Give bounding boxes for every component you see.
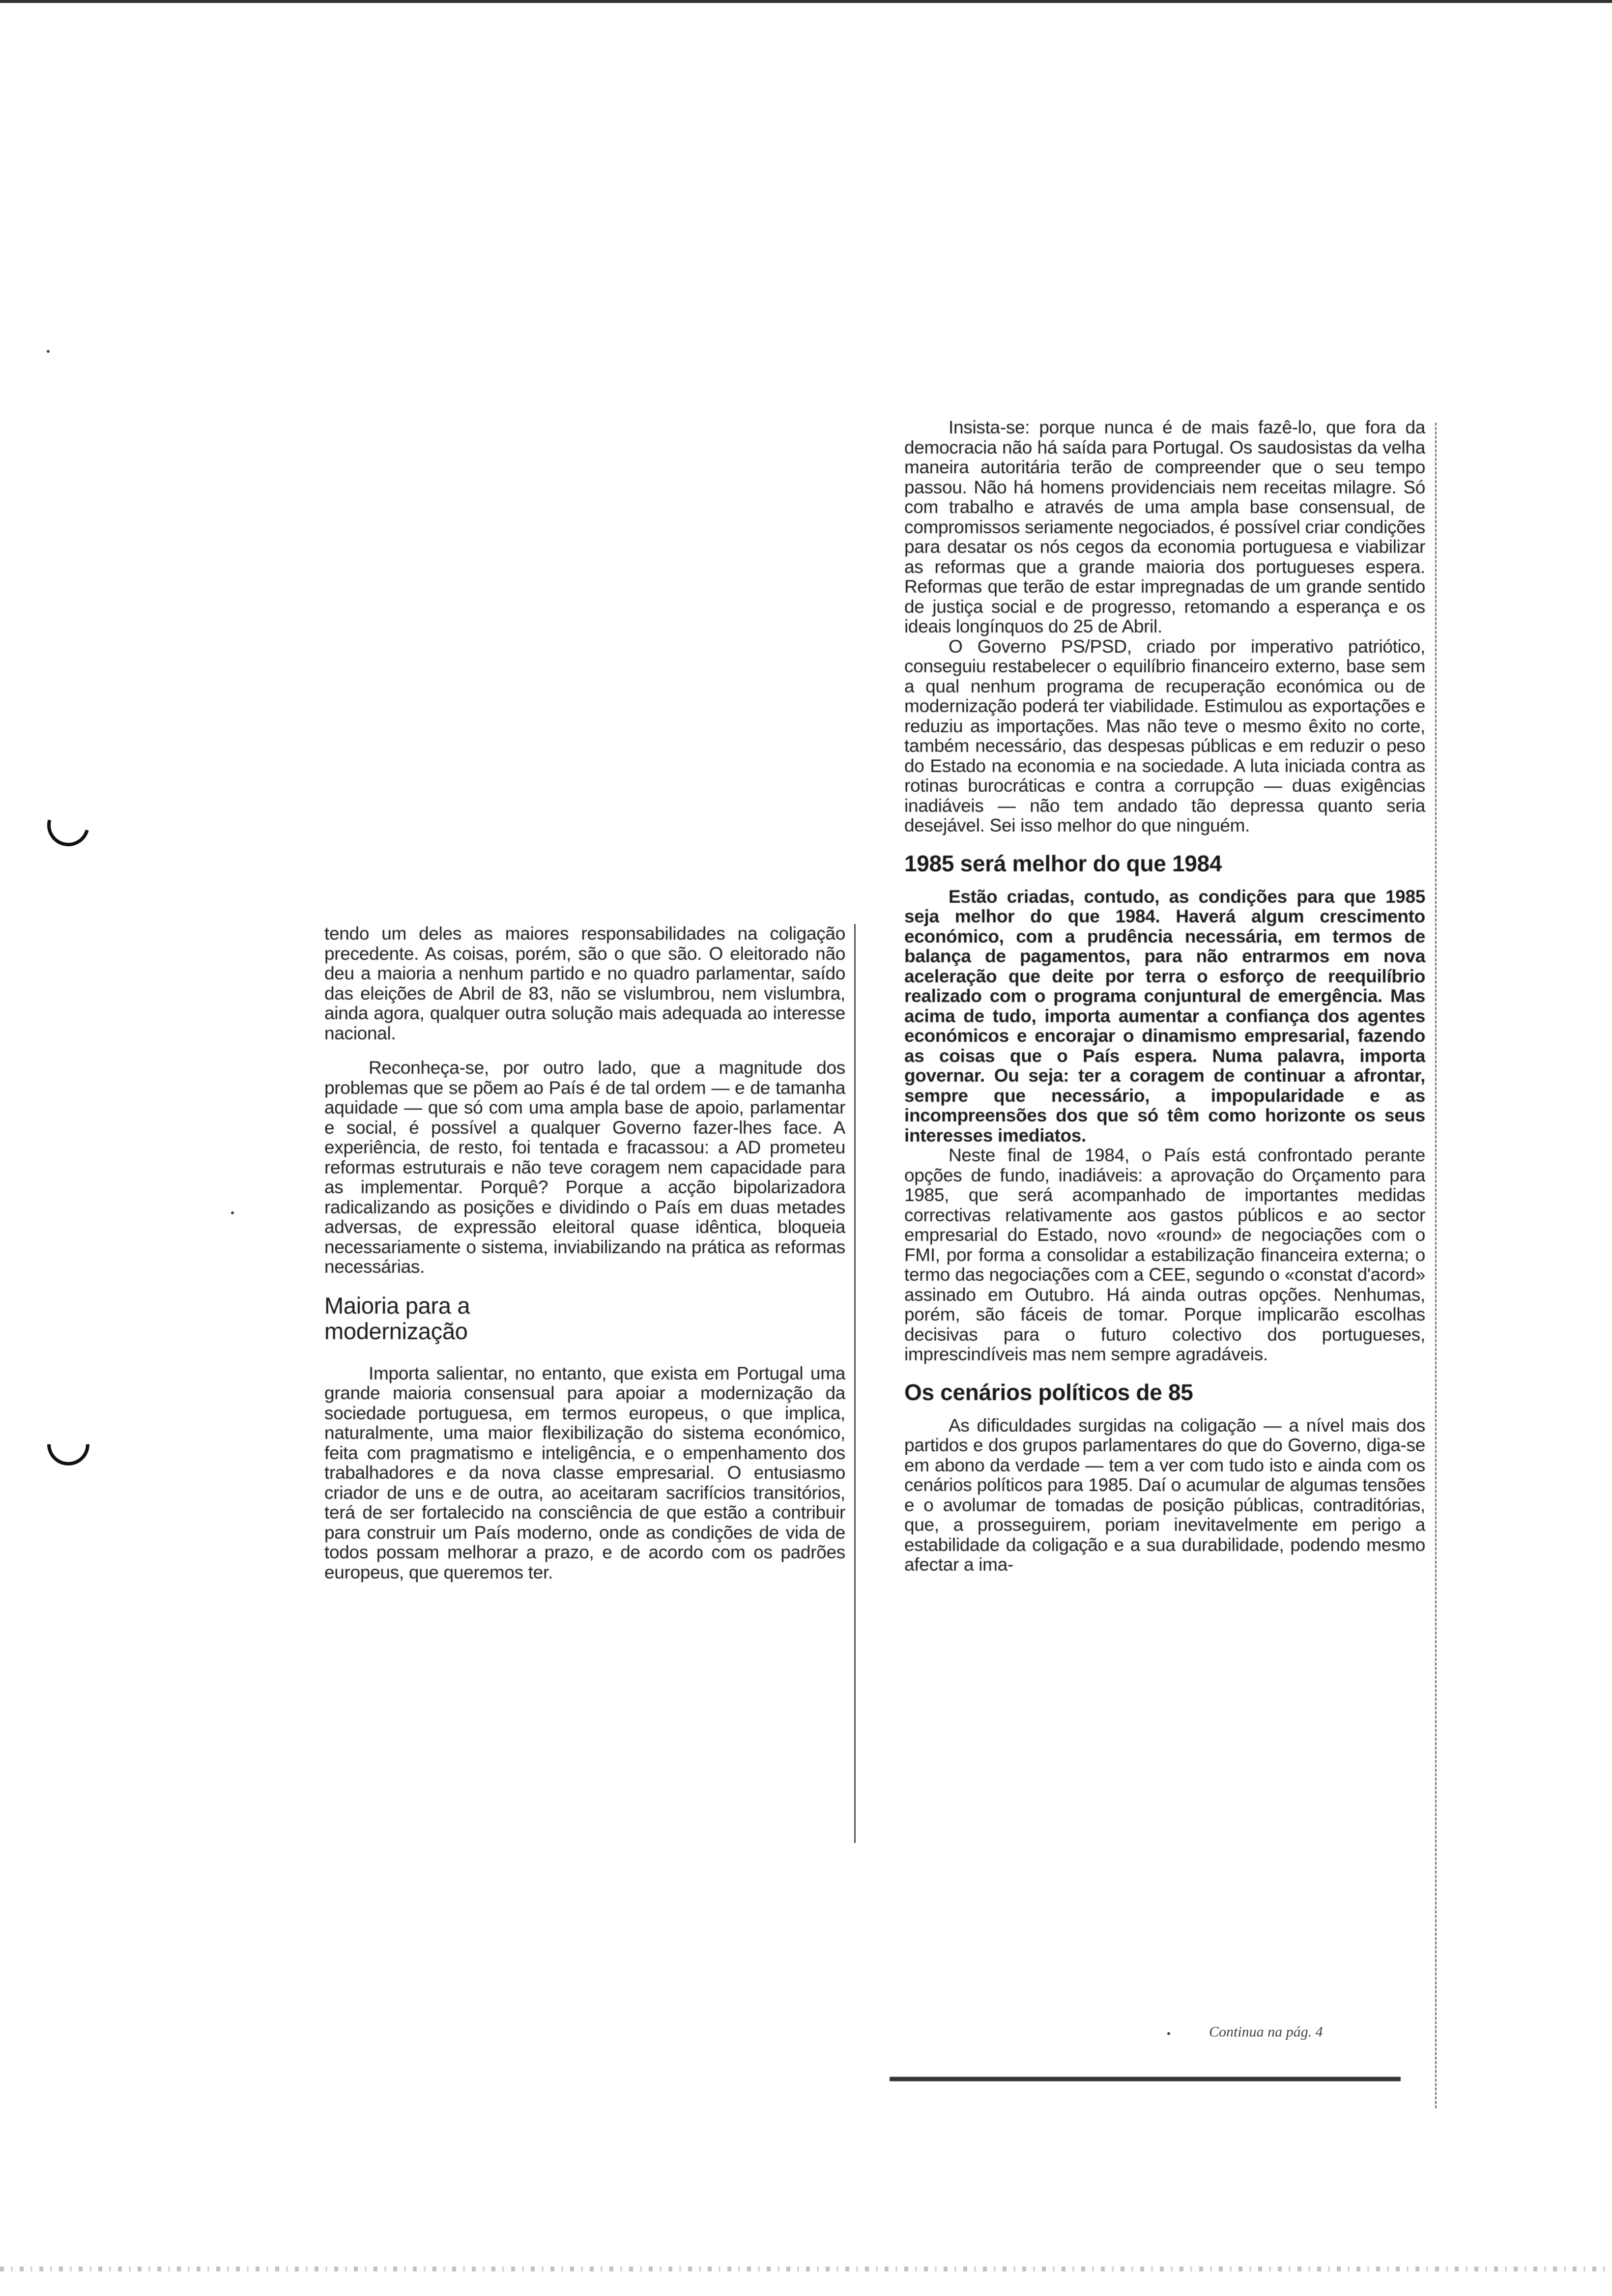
left-subheading-maioria	[324, 1293, 845, 1344]
right-subheading-cenarios: Os cenários políticos de 85	[904, 1379, 1193, 1405]
scan-speck	[231, 1211, 234, 1214]
right-paragraph-3: Estão criadas, contudo, as condições para que 1985 seja melhor do que 1984. Haverá algum crescimento económico, com a prudência necessária, em termos de balança de pagamentos, para não entrarmos em nova aceleração que deite por terra o esforço de reequilíbrio realizado com o programa conjuntural de emergência. Mas acima de tudo, importa aumentar a confiança dos agentes económicos e encorajar o dinamismo empresarial, fazendo as coisas que o País espera. Numa palavra, importa governar. Ou seja: ter a coragem de continuar a afrontar, sempre que necessário, a impopularidade e as incompreensões dos que só têm como horizonte os seus interesses imediatos.	[904, 886, 1425, 1146]
punch-hole-mark-icon	[38, 1414, 98, 1474]
scan-speck	[1167, 2032, 1170, 2035]
right-paragraph-1: Insista-se: porque nunca é de mais fazê-lo, que fora da democracia não há saída para Portugal. Os saudosistas da velha maneira autoritária terão de compreender que o seu tempo passou. Não há homens providenciais nem receitas milagre. Só com trabalho e através de uma ampla base consensual, de compromissos seriamente negociados, é possível criar condições para desatar os nós cegos da economia portuguesa e viabilizar as reformas que a grande maioria dos portugueses espera. Reformas que terão de estar impregnadas de um grande sentido de justiça social e de progresso, retomando a esperança e os ideais longínquos do 25 de Abril.	[904, 417, 1425, 636]
left-subheading-line-2: modernização	[324, 1318, 468, 1344]
left-paragraph-1: tendo um deles as maiores responsabilidades na coligação precedente. As coisas, porém, são o que são. O eleitorado não deu a maioria a nenhum partido e no quadro parlamentar, saído das eleições de Abril de 83, não se vislumbrou, nem vislumbra, ainda agora, qualquer outra solução mais adequada ao interesse nacional.	[324, 923, 845, 1043]
left-column-rule	[854, 924, 856, 1843]
left-paragraph-3: Importa salientar, no entanto, que exista em Portugal uma grande maioria consensual para apoiar a modernização da sociedade portuguesa, em termos europeus, o que implica, naturalmente, uma maior flexibilização do sistema económico, feita com pragmatismo e inteligência, e o empenhamento dos trabalhadores e da nova classe empresarial. O entusiasmo criador de uns e de outra, ao aceitaram sacrifícios transitórios, terá de ser fortalecido na consciência de que estão a contribuir para construir um País moderno, onde as condições de vida de todos possam melhorar a prazo, e de acordo com os padrões europeus, que queremos ter.	[324, 1363, 845, 1582]
top-edge-rule	[0, 0, 1612, 3]
left-subheading-line-1: Maioria para a	[324, 1292, 470, 1319]
right-paragraph-5: As dificuldades surgidas na coligação — a nível mais dos partidos e dos grupos parlamentares do que do Governo, diga-se em abono da verdade — tem a ver com tudo isto e ainda com os cenários políticos para 1985. Daí o acumular de algumas tensões e o avolumar de tomadas de posição públicas, contraditórias, que, a prosseguirem, poriam inevitavelmente em perigo a estabilidade da coligação e a sua durabilidade, podendo mesmo afectar a ima-	[904, 1415, 1425, 1575]
right-subheading-1985: 1985 será melhor do que 1984	[904, 850, 1222, 876]
scan-noise-strip	[0, 2267, 1612, 2271]
right-paragraph-4: Neste final de 1984, o País está confrontado perante opções de fundo, inadiáveis: a aprovação do Orçamento para 1985, que será acompanhado de importantes medidas correctivas relativamente aos gastos públicos e ao sector empresarial do Estado, novo «round» de negociações com o FMI, por forma a consolidar a estabilização financeira externa; o termo das negociações com a CEE, segundo o «constat d'acord» assinado em Outubro. Há ainda outras opções. Nenhumas, porém, são fáceis de tomar. Porque implicarão escolhas decisivas para o futuro colectivo dos portugueses, imprescindíveis mas nem sempre agradáveis.	[904, 1145, 1425, 1364]
article-right-column	[904, 418, 1425, 1575]
article-left-column	[324, 924, 845, 1582]
scan-speck	[47, 350, 50, 353]
right-paragraph-2: O Governo PS/PSD, criado por imperativo patriótico, conseguiu restabelecer o equilíbrio financeiro externo, base sem a qual nenhum programa de recuperação económica ou de modernização poderá ter viabilidade. Estimulou as exportações e reduziu as importações. Mas não teve o mesmo êxito no corte, também necessário, das despesas públicas e em reduzir o peso do Estado na economia e na sociedade. A luta iniciada contra as rotinas burocráticas e contra a corrupção — duas exigências inadiáveis — não tem andado tão depressa quanto seria desejável. Sei isso melhor do que ninguém.	[904, 636, 1425, 835]
punch-hole-mark-icon	[39, 796, 97, 854]
right-column-dashed-rule	[1435, 423, 1438, 2108]
left-paragraph-2: Reconheça-se, por outro lado, que a magnitude dos problemas que se põem ao País é de tal ordem — e de tamanha aquidade — que só com uma ampla base de apoio, parlamentar e social, é possível a qualquer Governo fazer-lhes face. A experiência, de resto, foi tentada e fracassou: a AD prometeu reformas estruturais e não teve coragem nem capacidade para as implementar. Porquê? Porque a acção bipolarizadora radicalizando as posições e dividindo o País em duas metades adversas, de expressão eleitoral quase idêntica, bloqueia necessariamente o sistema, inviabilizando na prática as reformas necessárias.	[324, 1058, 845, 1277]
right-column-bottom-rule	[890, 2077, 1401, 2081]
continuation-note: Continua na pág. 4	[1209, 2024, 1323, 2040]
